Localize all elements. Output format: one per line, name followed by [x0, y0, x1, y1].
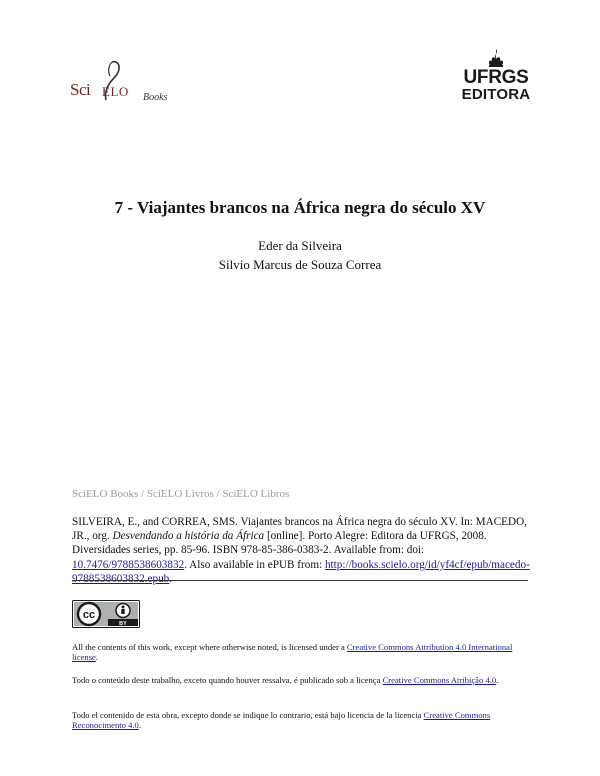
citation-block: [72, 515, 532, 586]
cc-badge-cc-text: cc: [82, 609, 96, 621]
ufrgs-name-text: UFRGS: [463, 67, 529, 88]
license-statement-es: [72, 710, 528, 730]
author-name: Eder da Silveira: [258, 238, 342, 253]
author-name: Silvio Marcus de Souza Correa: [218, 257, 382, 272]
citation-book-title: Desvendando a história da África: [112, 530, 265, 543]
epub-link[interactable]: http://books.scielo.org/id/yf4cf/epub/macedo-9788538603832.epub: [72, 558, 530, 585]
cc-by-badge[interactable]: [72, 600, 140, 628]
scielo-elo-text: ELO: [102, 84, 129, 99]
divider: [72, 580, 528, 581]
license-statement-pt: [72, 675, 528, 685]
license-link-en[interactable]: Creative Commons Attribution 4.0 International license: [72, 642, 513, 663]
citation-text: [online]. Porto Alegre: Editora da UFRGS, 2008. Diversidades series, pp. 85-96. ISBN 978-85-386-0383-2. Available from: doi:: [72, 530, 487, 557]
license-statement-en: [72, 642, 528, 662]
person-icon: [122, 606, 125, 609]
license-text: Todo o conteúdo deste trabalho, exceto quando houver ressalva, é publicado sob a licença: [72, 675, 383, 685]
scielo-books-text: Books: [143, 92, 168, 103]
citation-text: SILVEIRA, E., and CORREA, SMS. Viajantes brancos na África negra do século XV. In: MACEDO, JR., org.: [72, 516, 527, 543]
license-link-es[interactable]: Creative Commons Reconocimento 4.0: [72, 710, 491, 731]
license-text: .: [496, 675, 499, 685]
ufrgs-flame-icon: [485, 48, 507, 68]
citation-text: . Also available in ePUB from:: [184, 558, 325, 571]
license-text: All the contents of this work, except where otherwise noted, is licensed under a: [72, 642, 347, 652]
license-link-pt[interactable]: Creative Commons Atribição 4.0: [382, 675, 497, 685]
doi-link[interactable]: 10.7476/9788538603832: [72, 558, 185, 571]
scielo-sci-text: Sci: [70, 80, 91, 99]
cc-badge-by-text: BY: [119, 621, 127, 627]
license-text: .: [138, 720, 141, 731]
license-text: Todo el contenido de esta obra, excepto donde se indique lo contrario, está bajo licencia de la licencia: [72, 710, 424, 720]
ufrgs-editora-logo: [456, 48, 536, 110]
license-text: .: [95, 652, 99, 663]
ufrgs-editora-text: EDITORA: [461, 86, 531, 103]
scielo-books-logo: [70, 58, 180, 110]
series-line: SciELO Books / SciELO Livros / SciELO Libros: [72, 488, 290, 500]
chapter-title: 7 - Viajantes brancos na África negra do século XV: [114, 198, 486, 217]
citation-text: .: [169, 572, 173, 585]
